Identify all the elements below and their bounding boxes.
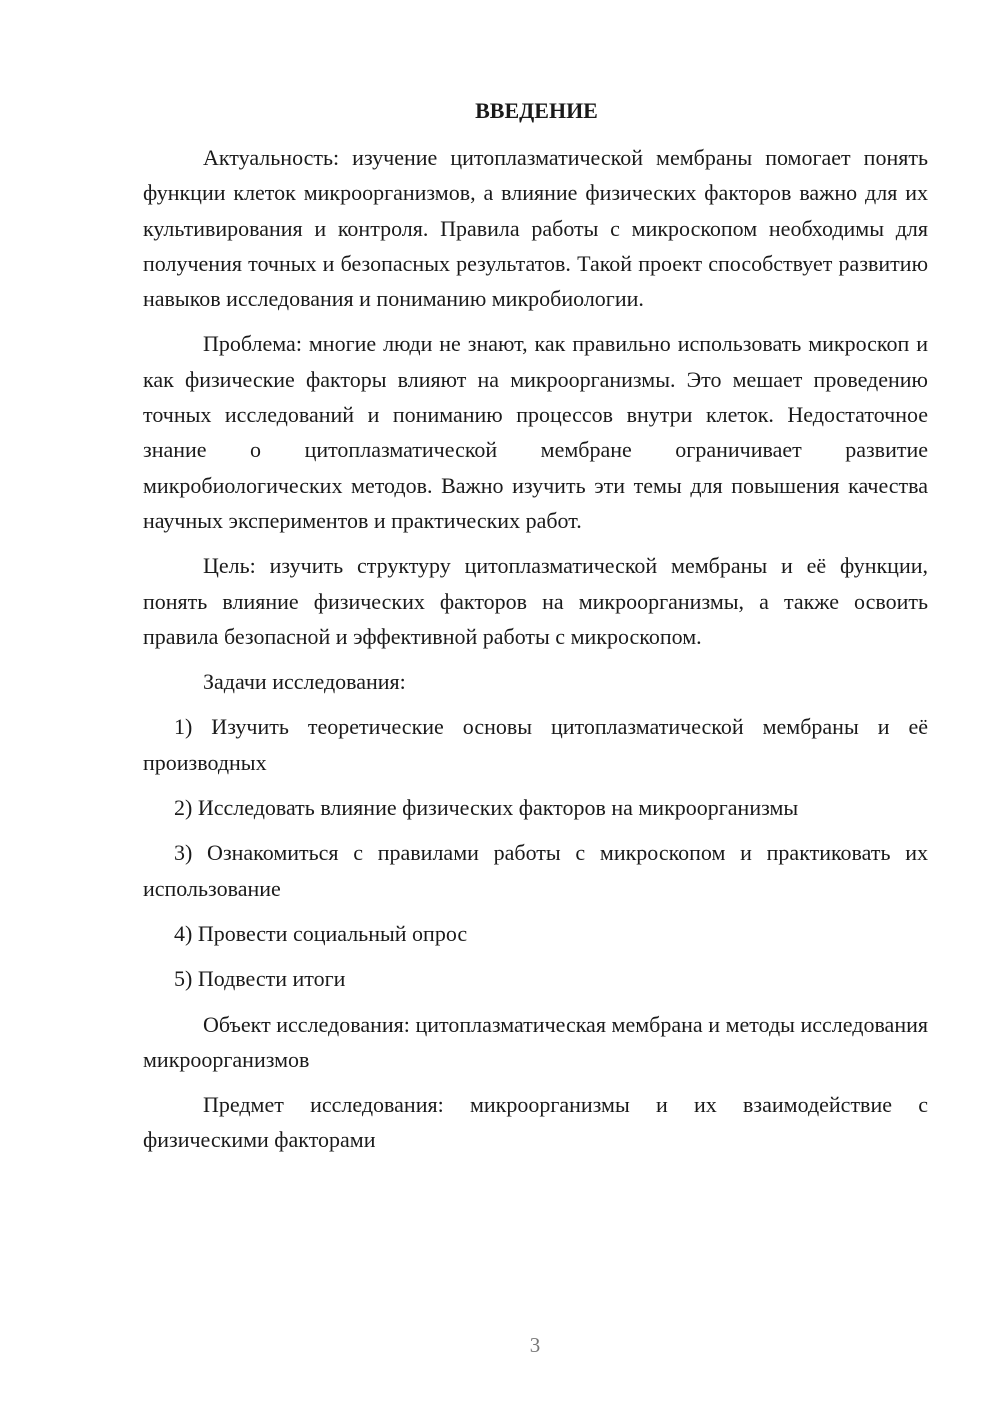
task-item: 1) Изучить теоретические основы цитоплазматической мембраны и её производных bbox=[143, 714, 928, 775]
page-content bbox=[143, 96, 928, 1158]
paragraph-problem: Проблема: многие люди не знают, как правильно использовать микроскоп и как физические факторы влияют на микроорганизмы. Это мешает проведению точных исследований и пониманию процессов внутри клеток. Недостаточное знание о цитоплазматической мембране ограничивает развитие микробиологических методов. Важно изучить эти темы для повышения качества научных экспериментов и практических работ. bbox=[143, 331, 928, 533]
task-item: 5) Подвести итоги bbox=[174, 966, 346, 992]
task-item: 4) Провести социальный опрос bbox=[174, 920, 468, 946]
paragraph-goal: Цель: изучить структуру цитоплазматической мембраны и её функции, понять влияние физических факторов на микроорганизмы, а также освоить правила безопасной и эффективной работы с микроскопом. bbox=[143, 553, 928, 649]
paragraph-relevance: Актуальность: изучение цитоплазматической мембраны помогает понять функции клеток микроорганизмов, а влияние физических факторов важно для их культивирования и контроля. Правила работы с микроскопом необходимы для получения точных и безопасных результатов. Такой проект способствует развитию навыков исследования и пониманию микробиологии. bbox=[143, 145, 928, 312]
paragraph-tasks-heading: Задачи исследования: bbox=[203, 669, 406, 695]
paragraph-subject: Предмет исследования: микроорганизмы и их взаимодействие с физическими факторами bbox=[143, 1092, 928, 1153]
paragraph-object: Объект исследования: цитоплазматическая мембрана и методы исследования микроорганизмов bbox=[143, 1011, 928, 1072]
page-number: 3 bbox=[529, 1333, 541, 1357]
task-item: 3) Ознакомиться с правилами работы с микроскопом и практиковать их использование bbox=[143, 840, 928, 901]
page-title: ВВЕДЕНИЕ bbox=[475, 98, 598, 123]
task-item: 2) Исследовать влияние физических факторов на микроорганизмы bbox=[174, 795, 799, 821]
